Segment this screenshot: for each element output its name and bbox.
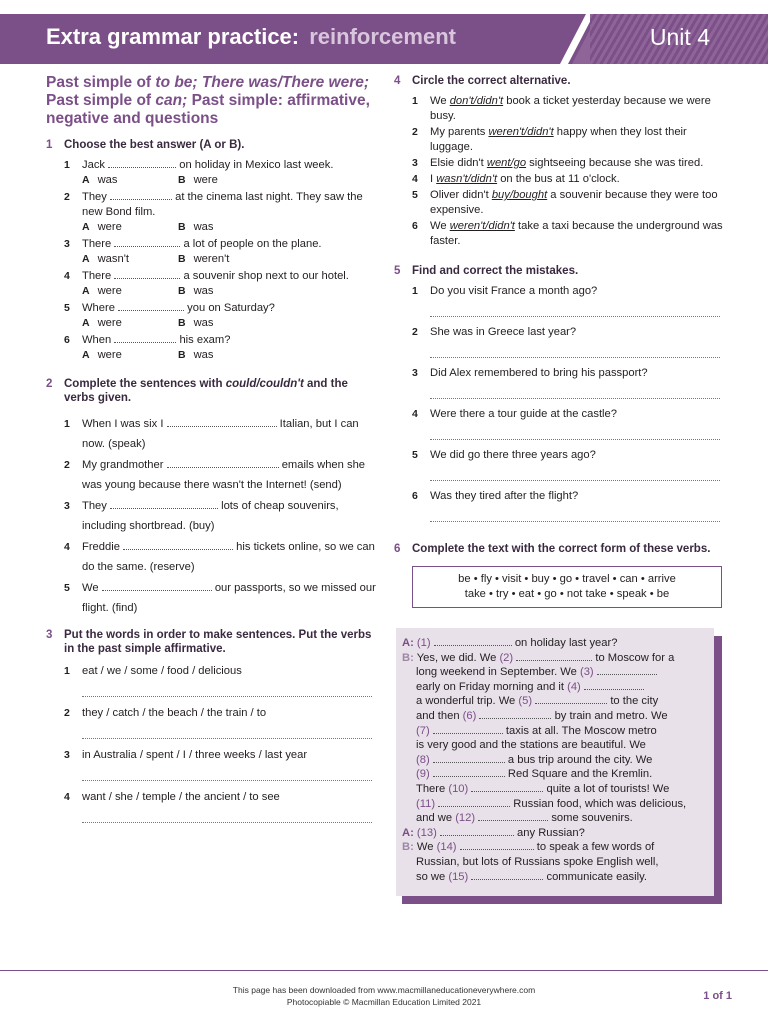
- item-number: 4: [64, 541, 70, 553]
- item-number: 3: [64, 749, 70, 761]
- worksheet-title: [46, 24, 456, 50]
- option-b[interactable]: [178, 284, 274, 299]
- answer-options: [46, 316, 376, 331]
- item-text: eat / we / some / food / delicious: [82, 665, 242, 677]
- exercise-4-items: [394, 94, 724, 250]
- item-text: There: [82, 238, 112, 250]
- item-number: 5: [412, 449, 418, 461]
- exercise-1-instruction: 1 Choose the best answer (A or B).: [46, 139, 245, 151]
- item-text: Do you visit France a month ago?: [430, 285, 598, 297]
- item-text: his tickets online, so we can do the same. (reserve): [82, 541, 375, 573]
- exercise-4-item: [394, 219, 724, 249]
- item-number: 2: [412, 126, 418, 138]
- item-text: Were there a tour guide at the castle?: [430, 408, 617, 420]
- answer-options: [46, 284, 376, 299]
- item-number: 2: [64, 707, 70, 719]
- exercise-4-item: [394, 156, 724, 171]
- item-text: We: [430, 220, 450, 232]
- answer-line[interactable]: [82, 767, 372, 781]
- item-text: They: [82, 500, 107, 512]
- option-a[interactable]: [82, 173, 178, 188]
- exercise-6-instruction: 6 Complete the text with the correct form of these verbs.: [394, 543, 711, 555]
- item-number: 2: [64, 191, 70, 203]
- exercise-4-item: [394, 94, 724, 124]
- option-letter-b: B: [178, 253, 186, 265]
- option-letter-a: A: [82, 253, 90, 265]
- exercise-1-item: [46, 269, 376, 284]
- item-number: 5: [64, 302, 70, 314]
- exercise-4-instruction: 4 Circle the correct alternative.: [394, 75, 571, 87]
- verb-box-line-2: take • try • eat • go • not take • speak • be: [464, 588, 670, 600]
- option-b-text: was: [193, 317, 214, 329]
- option-b-text: weren't: [193, 253, 230, 265]
- option-b[interactable]: [178, 220, 274, 235]
- item-text: you on Saturday?: [187, 302, 275, 314]
- option-letter-b: B: [178, 221, 186, 233]
- answer-line[interactable]: [82, 725, 372, 739]
- item-text: When I was six I: [82, 418, 164, 430]
- item-number: 5: [412, 189, 418, 201]
- item-text: Jack: [82, 159, 106, 171]
- item-text: We: [82, 582, 99, 594]
- exercise-5-item: [394, 448, 724, 463]
- exercise-1-item: [46, 190, 376, 220]
- answer-blank[interactable]: [167, 417, 277, 427]
- exercise-2-items: [46, 415, 376, 620]
- exercise-5-item: [394, 284, 724, 299]
- option-b[interactable]: [178, 316, 274, 331]
- item-text: My parents: [430, 126, 489, 138]
- exercise-2-item: [46, 456, 376, 495]
- item-text: Elsie didn't: [430, 157, 487, 169]
- item-number: 2: [412, 326, 418, 338]
- item-text: emails when she was young because there wasn't the Internet! (send): [82, 459, 366, 491]
- option-letter-b: B: [178, 285, 186, 297]
- item-text: on holiday in Mexico last week.: [179, 159, 334, 171]
- footer-download-note: This page has been downloaded from www.macmillaneducationeverywhere.com: [232, 985, 536, 995]
- option-letter-a: A: [82, 285, 90, 297]
- option-a[interactable]: [82, 252, 178, 267]
- footer: [0, 984, 768, 1008]
- answer-line[interactable]: [82, 683, 372, 697]
- option-a[interactable]: [82, 220, 178, 235]
- item-text: happy when they lost their luggage.: [430, 126, 687, 153]
- item-text: take a taxi because the underground was faster.: [430, 220, 723, 247]
- item-text: We did go there three years ago?: [430, 449, 596, 461]
- answer-blank[interactable]: [110, 190, 172, 200]
- answer-blank[interactable]: [123, 540, 233, 550]
- option-a[interactable]: [82, 316, 178, 331]
- option-b-text: were: [193, 174, 218, 186]
- option-b[interactable]: [178, 252, 274, 267]
- option-letter-a: A: [82, 221, 90, 233]
- item-number: 6: [412, 490, 418, 502]
- answer-blank[interactable]: [114, 269, 180, 279]
- option-a-text: were: [97, 221, 122, 233]
- exercise-4-item: [394, 172, 724, 187]
- item-text: on the bus at 11 o'clock.: [497, 173, 620, 185]
- exercise-5-item: [394, 366, 724, 381]
- item-number: 6: [412, 220, 418, 232]
- option-a-text: were: [97, 349, 122, 361]
- item-text: Where: [82, 302, 115, 314]
- item-text: We: [430, 95, 450, 107]
- item-text: Oliver didn't: [430, 189, 492, 201]
- item-text: at the cinema last night. They saw the new Bond film.: [82, 191, 363, 218]
- option-a-text: was: [97, 174, 118, 186]
- option-a-text: were: [97, 285, 122, 297]
- answer-line[interactable]: [430, 385, 720, 399]
- option-a-text: wasn't: [97, 253, 129, 265]
- item-text: Was they tired after the flight?: [430, 490, 579, 502]
- alternative-choice[interactable]: wasn't/didn't: [436, 173, 498, 185]
- item-number: 3: [64, 238, 70, 250]
- option-b[interactable]: [178, 173, 274, 188]
- exercise-1-item: [46, 237, 376, 252]
- item-text: want / she / temple / the ancient / to see: [82, 791, 280, 803]
- answer-line[interactable]: [430, 508, 720, 522]
- item-number: 3: [412, 157, 418, 169]
- exercise-1-item: [46, 333, 376, 348]
- alternative-choice[interactable]: buy/bought: [491, 189, 548, 201]
- title-accent: reinforcement: [309, 24, 456, 49]
- item-number: 1: [64, 665, 70, 677]
- item-number: 5: [64, 582, 70, 594]
- answer-line[interactable]: [430, 467, 720, 481]
- dialog-panel: [396, 628, 722, 904]
- option-a[interactable]: [82, 284, 178, 299]
- exercise-3-item: [46, 664, 376, 679]
- item-number: 3: [412, 367, 418, 379]
- item-text: book a ticket yesterday because we were busy.: [430, 95, 711, 122]
- item-number: 1: [64, 418, 70, 430]
- answer-blank[interactable]: [114, 237, 180, 247]
- exercise-2-item: [46, 415, 376, 454]
- page-header: [0, 14, 768, 64]
- item-text: Did Alex remembered to bring his passport?: [430, 367, 648, 379]
- item-text: lots of cheap souvenirs, including shortbread. (buy): [82, 500, 339, 532]
- exercise-2-item: [46, 538, 376, 577]
- item-number: 2: [64, 459, 70, 471]
- right-column: [394, 74, 724, 608]
- option-letter-b: B: [178, 349, 186, 361]
- option-a[interactable]: [82, 348, 178, 363]
- item-text: a souvenir shop next to our hotel.: [183, 270, 349, 282]
- item-number: 4: [412, 173, 418, 185]
- verb-box: [412, 566, 722, 608]
- unit-label: Unit 4: [649, 24, 710, 50]
- answer-blank[interactable]: [108, 158, 176, 168]
- exercise-2-instruction: 2 Complete the sentences with could/couldn't and the verbs given.: [46, 378, 348, 404]
- item-text: in Australia / spent / I / three weeks / last year: [82, 749, 308, 761]
- answer-options: [46, 348, 376, 363]
- option-letter-a: A: [82, 349, 90, 361]
- answer-line[interactable]: [430, 303, 720, 317]
- option-b-text: was: [193, 349, 214, 361]
- answer-options: [46, 173, 376, 188]
- exercise-3-instruction: 3 Put the words in order to make sentences. Put the verbs in the past simple affirmative.: [46, 629, 372, 655]
- item-text: a lot of people on the plane.: [183, 238, 322, 250]
- item-text: they / catch / the beach / the train / to: [82, 707, 267, 719]
- alternative-choice[interactable]: don't/didn't: [449, 95, 504, 107]
- answer-blank[interactable]: [110, 499, 218, 509]
- page-number: 1 of 1: [703, 990, 732, 1002]
- footer-rule: [0, 970, 768, 971]
- exercise-2-item: [46, 579, 376, 618]
- title-main: Extra grammar practice:: [46, 24, 300, 49]
- exercise-4-item: [394, 125, 724, 155]
- item-number: 6: [64, 334, 70, 346]
- option-b-text: was: [193, 221, 214, 233]
- item-text: My grandmother: [82, 459, 164, 471]
- item-text: She was in Greece last year?: [430, 326, 577, 338]
- item-text: They: [82, 191, 107, 203]
- section-title: Past simple of to be; There was/There were; Past simple of can; Past simple: affirmative, negative and questions: [46, 74, 370, 127]
- exercise-3-item: [46, 748, 376, 763]
- answer-line[interactable]: [430, 344, 720, 358]
- item-text: Freddie: [82, 541, 120, 553]
- item-number: 4: [412, 408, 418, 420]
- option-a-text: were: [97, 317, 122, 329]
- exercise-3-item: [46, 706, 376, 721]
- item-text: I: [430, 173, 437, 185]
- answer-options: [46, 252, 376, 267]
- option-b[interactable]: [178, 348, 274, 363]
- item-number: 4: [64, 270, 70, 282]
- dialog-text: A: (1) on holiday last year? B: Yes, we did. We (2) to Moscow for a long weekend in September. We (3) early on Friday morning and it (4) a wonderful trip. We (5) to the city and then (6) by train and metro. We (7) taxis at all. The Moscow metro is very good and the stations are beautiful. We (8) a bus trip around the city. We (9) Red Square and the Kremlin. There (10) quite a lot of tourists! We (11) Russian food, which was delicious, and we (12) some souvenirs. A: (13) any Russian? B: We (14) to speak a few words of Russian, but lots of Russians spoke English well, so we (15) communicate easily.: [396, 628, 714, 896]
- exercise-1-item: [46, 158, 376, 173]
- item-text: a souvenir because they were too expensive.: [430, 189, 718, 216]
- option-letter-a: A: [82, 317, 90, 329]
- exercise-4-item: [394, 188, 724, 218]
- exercise-3-items: [46, 664, 376, 832]
- option-letter-a: A: [82, 174, 90, 186]
- answer-blank[interactable]: [167, 458, 279, 468]
- exercise-5-instruction: 5 Find and correct the mistakes.: [394, 265, 579, 277]
- alternative-choice[interactable]: weren't/didn't: [449, 220, 515, 232]
- exercise-5-items: [394, 284, 724, 530]
- item-text: his exam?: [179, 334, 231, 346]
- option-b-text: was: [193, 285, 214, 297]
- item-text: sightseeing because she was tired.: [526, 157, 704, 169]
- alternative-choice[interactable]: weren't/didn't: [488, 126, 554, 138]
- exercise-1-item: [46, 301, 376, 316]
- answer-line[interactable]: [82, 809, 372, 823]
- item-text: Italian, but I can now. (speak): [82, 418, 359, 450]
- answer-blank[interactable]: [114, 333, 176, 343]
- exercise-5-item: [394, 407, 724, 422]
- alternative-choice[interactable]: went/go: [486, 157, 527, 169]
- option-letter-b: B: [178, 174, 186, 186]
- item-number: 4: [64, 791, 70, 803]
- answer-line[interactable]: [430, 426, 720, 440]
- option-letter-b: B: [178, 317, 186, 329]
- exercise-2-item: [46, 497, 376, 536]
- item-text: There: [82, 270, 112, 282]
- footer-copyright: Photocopiable © Macmillan Education Limited 2021: [286, 997, 482, 1007]
- item-number: 1: [412, 95, 418, 107]
- exercise-5-item: [394, 489, 724, 504]
- verb-box-line-1: be • fly • visit • buy • go • travel • can • arrive: [458, 573, 676, 585]
- exercise-5-item: [394, 325, 724, 340]
- answer-blank[interactable]: [102, 581, 212, 591]
- answer-blank[interactable]: [118, 301, 184, 311]
- item-number: 3: [64, 500, 70, 512]
- answer-options: [46, 220, 376, 235]
- left-column: [46, 74, 376, 832]
- exercise-3-item: [46, 790, 376, 805]
- item-text: our passports, so we missed our flight. (find): [82, 582, 376, 614]
- item-number: 1: [64, 159, 70, 171]
- exercise-1-items: [46, 158, 376, 365]
- item-number: 1: [412, 285, 418, 297]
- item-text: When: [82, 334, 112, 346]
